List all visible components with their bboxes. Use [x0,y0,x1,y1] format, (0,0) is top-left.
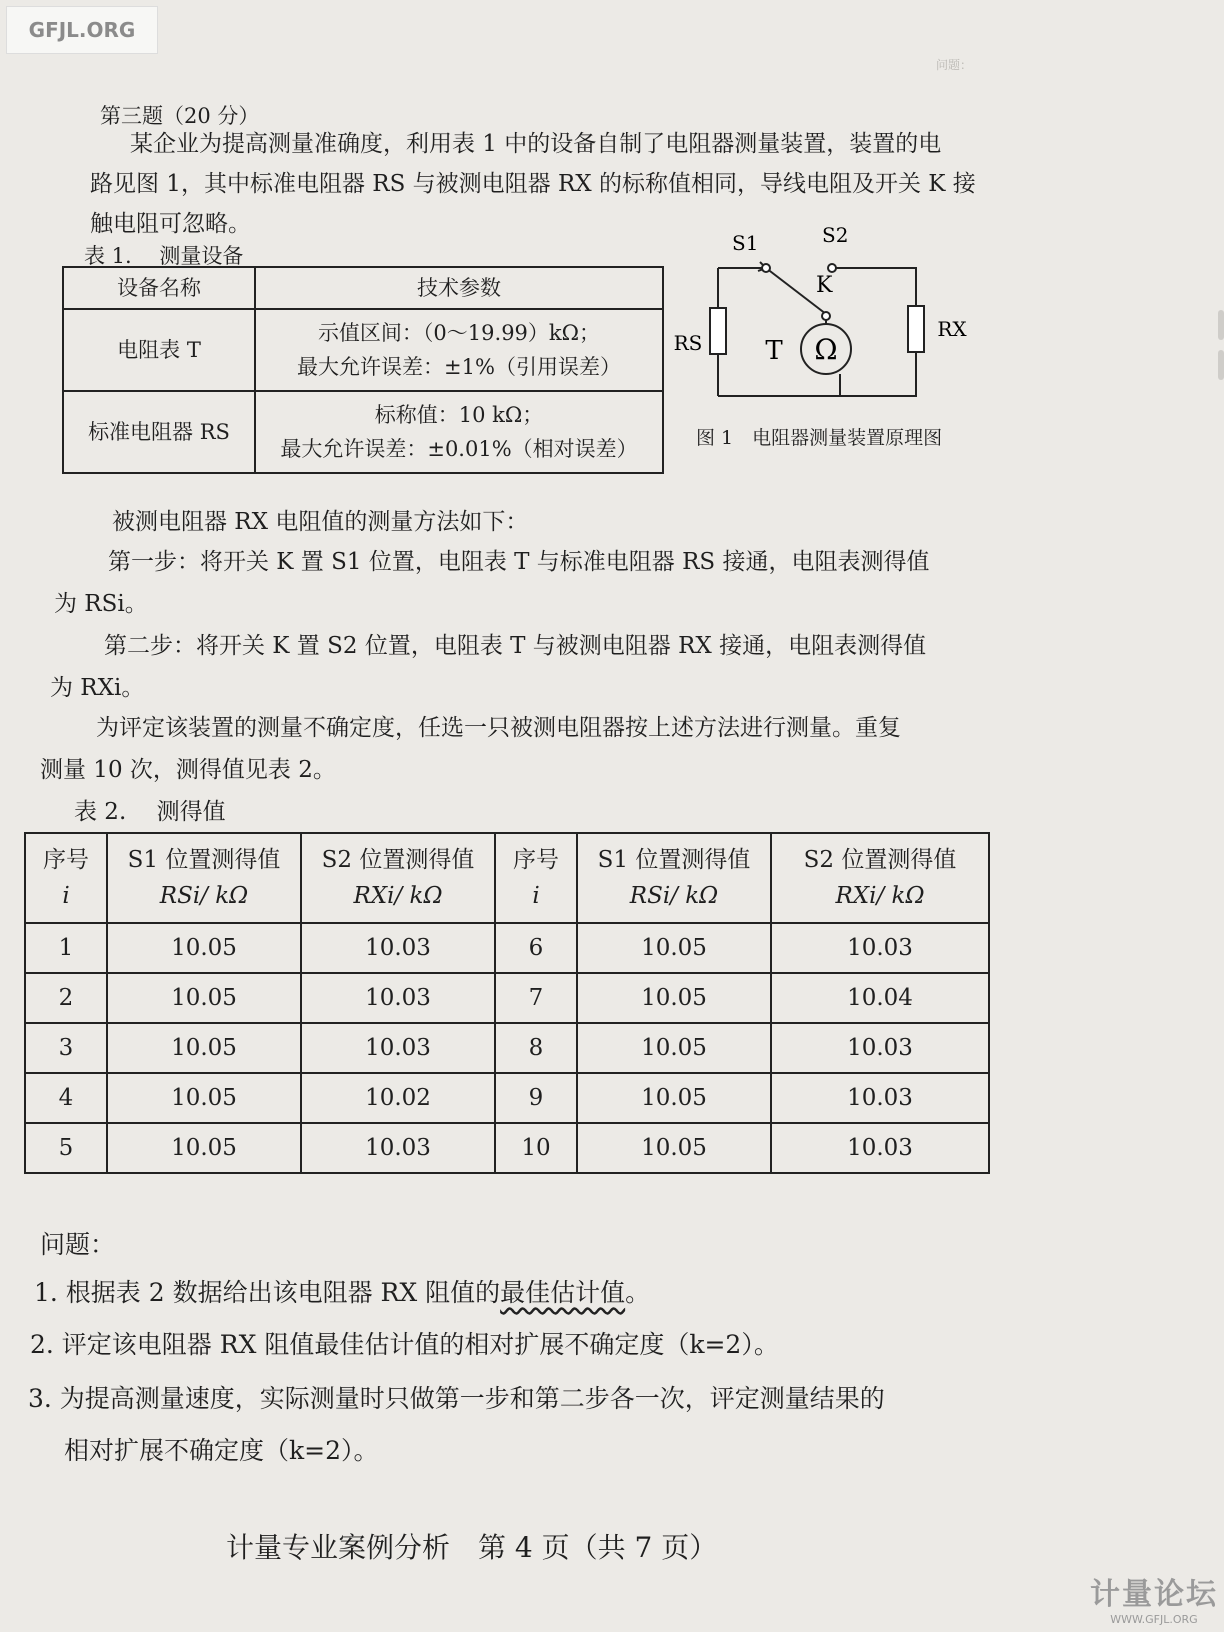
question-1: 1. 根据表 2 数据给出该电阻器 RX 阻值的最佳估计值。 [34,1278,651,1307]
table-cell: 10.03 [771,1123,989,1173]
table-header [63,267,663,309]
table-cell: 10.03 [301,973,495,1023]
label-rs: RS [673,331,703,355]
table-cell: 8 [495,1023,577,1073]
table-header-cell: S2 位置测得值 RXi/ kΩ [771,833,989,923]
table-cell: 10.04 [771,973,989,1023]
table-header [25,833,989,923]
step2-line: 为 RXi。 [50,675,145,701]
step2-line: 第二步：将开关 K 置 S2 位置，电阻表 T 与被测电阻器 RX 接通，电阻表测得值 [104,633,927,659]
eval-line: 为评定该装置的测量不确定度，任选一只被测电阻器按上述方法进行测量。重复 [96,715,901,741]
table-cell: 10.03 [771,1073,989,1123]
subheader: RXi/ kΩ [353,883,443,909]
watermark-logo: GFJL.ORG [6,6,158,54]
method-intro: 被测电阻器 RX 电阻值的测量方法如下： [112,509,529,535]
table-cell: 5 [25,1123,107,1173]
table-row [25,1123,989,1173]
table-cell: 10.03 [301,1023,495,1073]
table-cell: 4 [25,1073,107,1123]
table-header-cell: 设备名称 [63,267,255,309]
watermark-forum [1090,1569,1218,1626]
figure1-caption: 图 1 电阻器测量装置原理图 [696,427,943,449]
table-cell: 6 [495,923,577,973]
intro-line: 某企业为提高测量准确度，利用表 1 中的设备自制了电阻器测量装置，装置的电 [130,131,942,157]
table-row [25,1023,989,1073]
table-cell: 10.03 [301,923,495,973]
table-row [25,973,989,1023]
question-3-cont: 相对扩展不确定度（k=2）。 [64,1436,379,1465]
table-header-cell: 序号 i [495,833,577,923]
table-header-cell: S1 位置测得值 RSi/ kΩ [577,833,771,923]
watermark-forum-name: 计量论坛 [1090,1577,1218,1612]
table-cell: 10.05 [107,1073,301,1123]
label-t: T [765,336,783,366]
step1-line: 为 RSi。 [54,591,148,617]
label-rx: RX [937,317,967,341]
table-cell: 标准电阻器 RS [63,391,255,473]
table-cell: 电阻表 T [63,309,255,391]
label-s2: S2 [822,226,849,247]
table-cell: 10.02 [301,1073,495,1123]
table-header-cell: S1 位置测得值 RSi/ kΩ [107,833,301,923]
intro-line: 触电阻可忽略。 [90,211,251,237]
table-cell: 10.03 [771,923,989,973]
switch-contact-s1 [762,264,770,272]
page-edge [1218,310,1224,340]
label-k: K [816,273,833,298]
table-cell: 10.05 [107,1023,301,1073]
table1-caption: 表 1. 测量设备 [84,244,244,268]
subheader: RXi/ kΩ [835,883,925,909]
measurement-table [24,832,990,1174]
table-cell: 10.05 [107,1123,301,1173]
table-cell: 10.05 [577,1123,771,1173]
eval-line: 测量 10 次，测得值见表 2。 [40,757,336,783]
resistor-rs [710,308,726,354]
table-cell: 10 [495,1123,577,1173]
table-cell: 1 [25,923,107,973]
omega-symbol: Ω [814,333,838,366]
table-cell [255,309,663,391]
table-cell: 2 [25,973,107,1023]
page-footer: 计量专业案例分析 第 4 页（共 7 页） [226,1531,718,1564]
switch-pivot-k [822,312,830,320]
subheader: i [62,883,70,909]
table-cell [255,391,663,473]
table-cell: 10.05 [577,1023,771,1073]
bleed-through-text: 问题： [936,58,973,72]
table-cell: 10.05 [577,923,771,973]
table-header-cell: 序号 i [25,833,107,923]
subheader: RSi/ kΩ [159,883,249,909]
questions-title: 问题： [40,1230,116,1259]
table-row [25,923,989,973]
label-s1: S1 [732,231,759,255]
underlined-term: 最佳估计值 [500,1278,626,1307]
table-cell: 9 [495,1073,577,1123]
table-row [63,309,663,391]
section-title: 第三题（20 分） [100,104,260,128]
param-line: 示值区间：（0～19.99）kΩ； [317,321,601,345]
table-cell: 7 [495,973,577,1023]
table-row [63,391,663,473]
table-header-cell: S2 位置测得值 RXi/ kΩ [301,833,495,923]
table-cell: 10.03 [301,1123,495,1173]
table-cell: 10.03 [771,1023,989,1073]
equipment-table [62,266,664,474]
question-3: 3. 为提高测量速度，实际测量时只做第一步和第二步各一次，评定测量结果的 [28,1384,885,1413]
table-header-cell: 技术参数 [255,267,663,309]
table2-caption: 表 2. 测得值 [74,799,226,825]
subheader: i [532,883,540,909]
watermark-forum-url: WWW.GFJL.ORG [1110,1613,1198,1626]
switch-contact-s2 [828,264,836,272]
table-row [25,1073,989,1123]
table-cell: 10.05 [107,973,301,1023]
table-cell: 10.05 [107,923,301,973]
table-cell: 10.05 [577,973,771,1023]
table-cell: 3 [25,1023,107,1073]
question-2: 2. 评定该电阻器 RX 阻值最佳估计值的相对扩展不确定度（k=2）。 [30,1330,779,1359]
subheader: RSi/ kΩ [629,883,719,909]
intro-line: 路见图 1，其中标准电阻器 RS 与被测电阻器 RX 的标称值相同，导线电阻及开关 K 接 [90,171,976,197]
step1-line: 第一步：将开关 K 置 S1 位置，电阻表 T 与标准电阻器 RS 接通，电阻表测得值 [108,549,930,575]
param-line: 最大允许误差：±0.01%（相对误差） [280,437,638,461]
table-cell: 10.05 [577,1073,771,1123]
param-line: 最大允许误差：±1%（引用误差） [297,355,621,379]
param-line: 标称值：10 kΩ； [374,403,544,427]
page-edge [1218,350,1224,380]
resistor-rx [908,306,924,352]
